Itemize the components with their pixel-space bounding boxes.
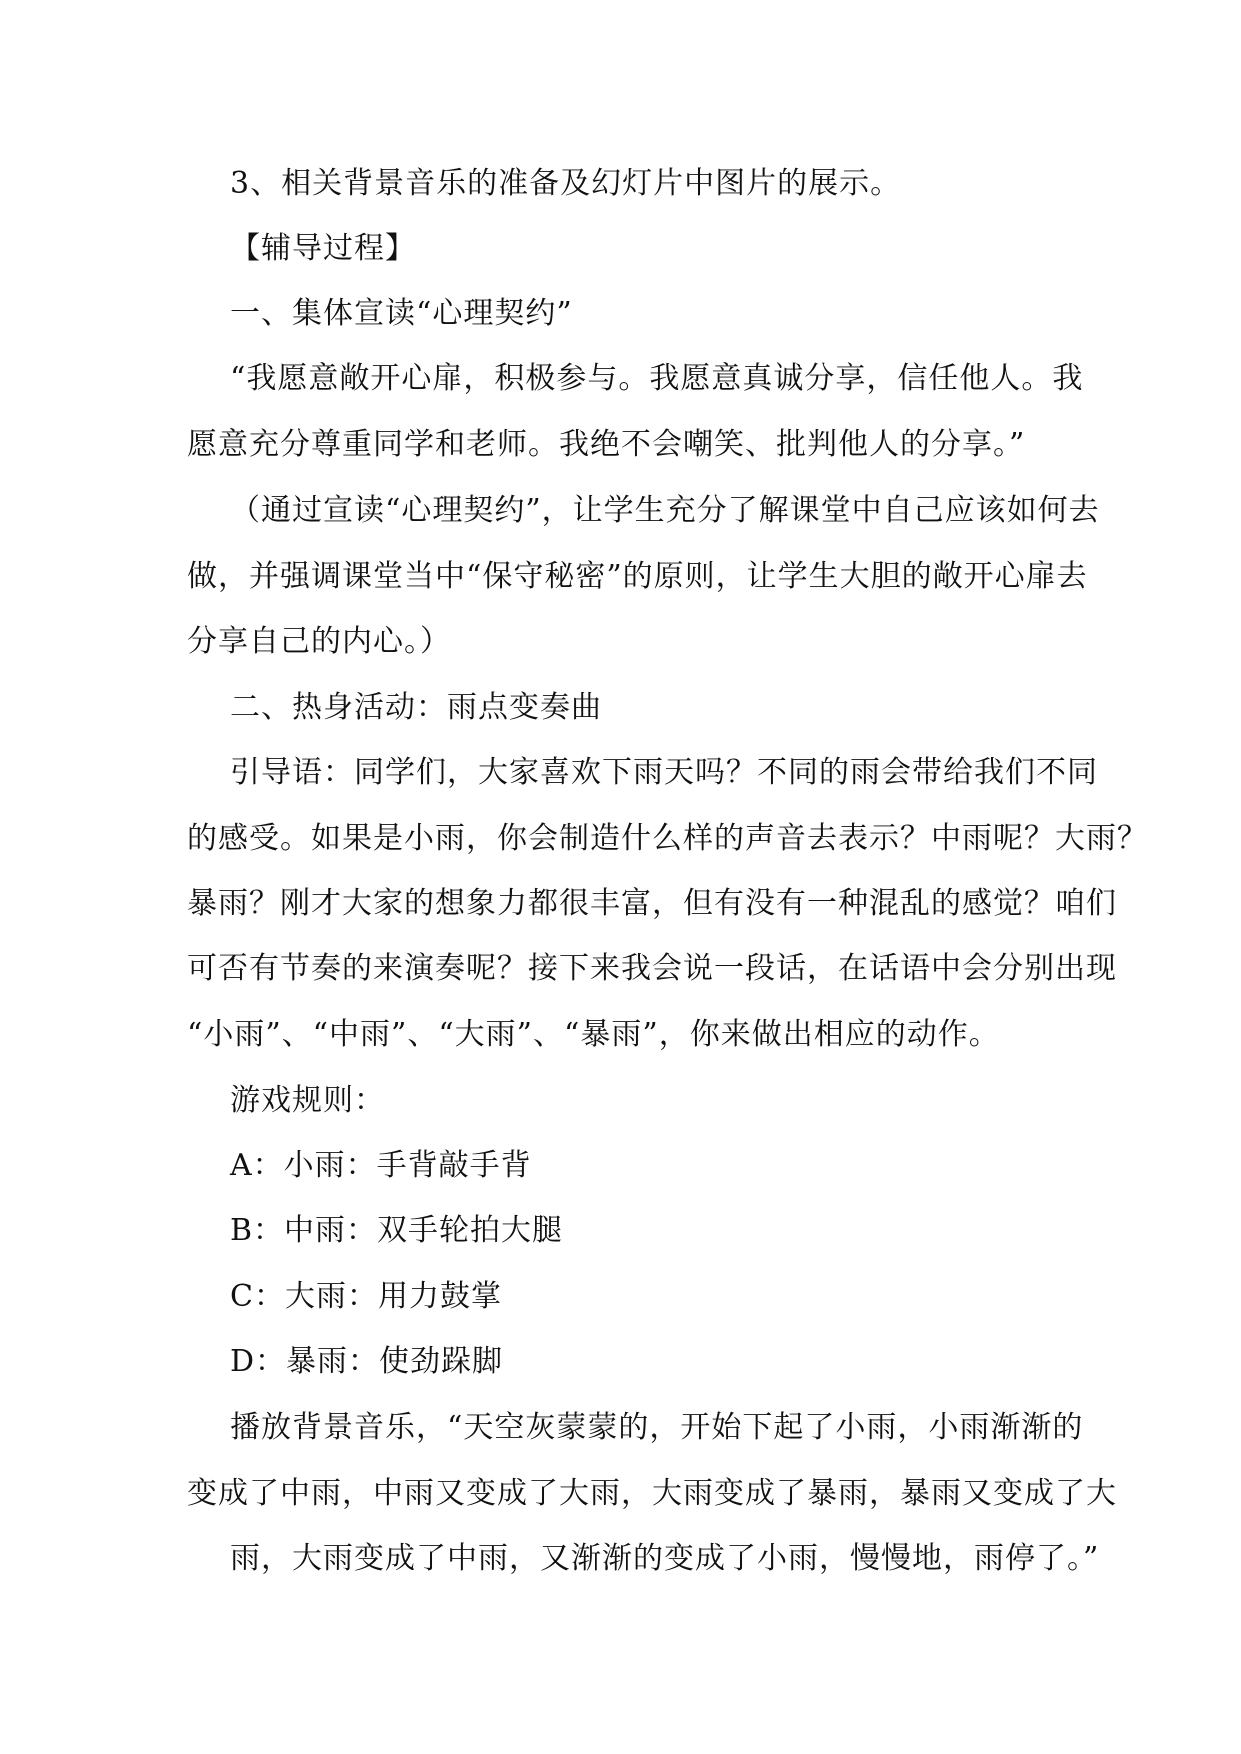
- section-heading: 一、集体宣读“心理契约”: [230, 296, 573, 331]
- text-line: 播放背景音乐，“天空灰蒙蒙的，开始下起了小雨，小雨渐渐的: [230, 1410, 1084, 1445]
- text-line: 3、相关背景音乐的准备及幻灯片中图片的展示。: [230, 166, 902, 201]
- text-line: （通过宣读“心理契约”，让学生充分了解课堂中自己应该如何去: [230, 493, 1100, 528]
- text-line: “我愿意敞开心扉，积极参与。我愿意真诚分享，信任他人。我: [230, 361, 1084, 396]
- section-heading: 二、热身活动：雨点变奏曲: [230, 690, 602, 725]
- section-heading: 【辅导过程】: [230, 231, 416, 266]
- rule-item: D：暴雨：使劲跺脚: [230, 1344, 504, 1379]
- text-line: 暴雨？刚才大家的想象力都很丰富，但有没有一种混乱的感觉？咱们: [187, 886, 1117, 921]
- text-line: 变成了中雨，中雨又变成了大雨，大雨变成了暴雨，暴雨又变成了大: [187, 1476, 1117, 1511]
- text-line: 做，并强调课堂当中“保守秘密”的原则，让学生大胆的敞开心扉去: [187, 559, 1088, 594]
- text-line: 可否有节奏的来演奏呢？接下来我会说一段话，在话语中会分别出现: [187, 951, 1117, 986]
- text-line: 雨，大雨变成了中雨，又渐渐的变成了小雨，慢慢地，雨停了。”: [230, 1541, 1100, 1576]
- rule-item: B：中雨：双手轮拍大腿: [230, 1213, 564, 1248]
- text-line: 游戏规则：: [230, 1083, 385, 1118]
- rule-item: A：小雨：手背敲手背: [230, 1148, 532, 1183]
- rule-item: C：大雨：用力鼓掌: [230, 1279, 502, 1314]
- text-line: 愿意充分尊重同学和老师。我绝不会嘲笑、批判他人的分享。”: [187, 427, 1026, 462]
- text-line: 引导语：同学们，大家喜欢下雨天吗？不同的雨会带给我们不同: [230, 755, 1098, 790]
- text-line: “小雨”、“中雨”、“大雨”、“暴雨”，你来做出相应的动作。: [187, 1017, 1000, 1052]
- text-line: 的感受。如果是小雨，你会制造什么样的声音去表示？中雨呢？大雨？: [187, 821, 1148, 856]
- text-line: 分享自己的内心。）: [187, 624, 451, 659]
